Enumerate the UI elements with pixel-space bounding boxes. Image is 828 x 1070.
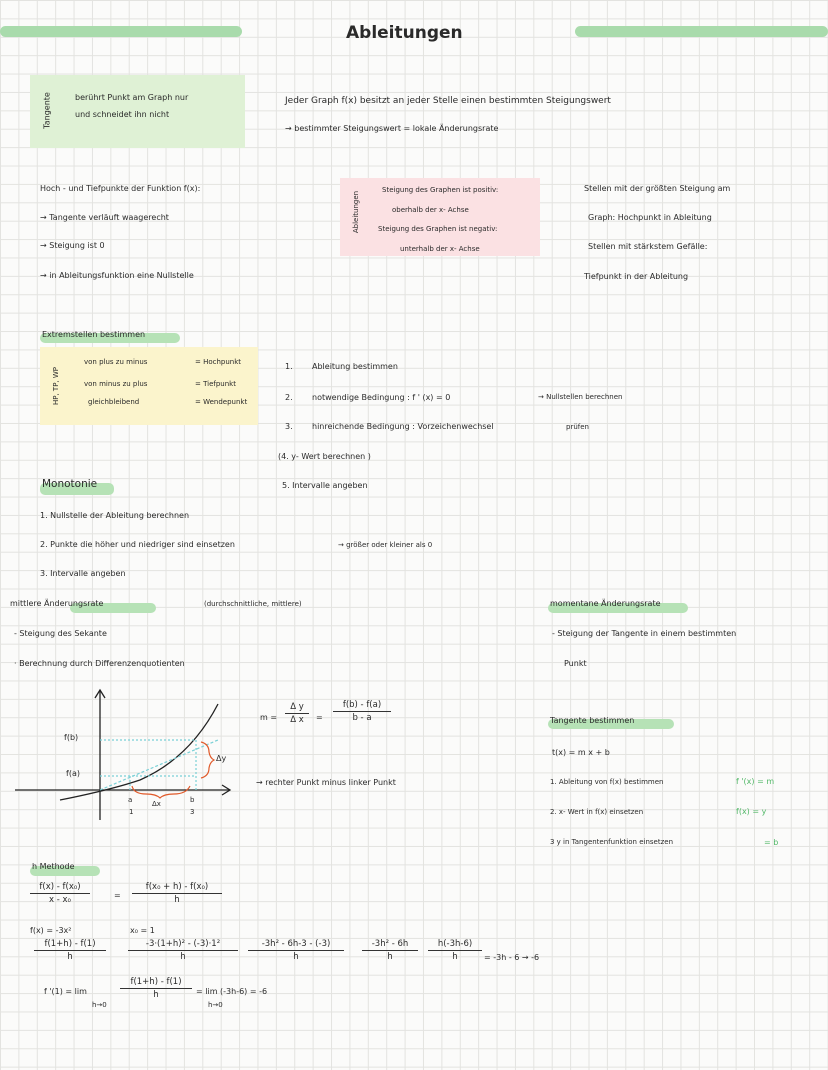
tangente-step-3: 3 y in Tangentenfunktion einsetzen — [550, 838, 673, 846]
momentane-line-2: Punkt — [564, 659, 587, 668]
hmethode-title: h Methode — [32, 862, 75, 871]
m-eq: = — [316, 713, 323, 722]
step-5: 5. Intervalle angeben — [282, 481, 368, 490]
stellen-line-4: Tiefpunkt in der Ableitung — [584, 272, 689, 281]
hochtief-line-2: → Steigung ist 0 — [40, 241, 105, 250]
hmethode-frac-d — [362, 939, 418, 962]
graph-dx: Δx — [152, 800, 161, 808]
graph-one: 1 — [129, 808, 134, 816]
m-delta-frac — [285, 702, 309, 725]
hmethode-fx: f(x) = -3x² — [30, 926, 72, 935]
secant-line — [100, 740, 218, 790]
hmethode-c-n: -3h² - 6h-3 - (-3) — [248, 939, 344, 951]
extremstellen-row-2b: = Tiefpunkt — [195, 380, 236, 388]
hochtief-title: Hoch - und Tiefpunkte der Funktion f(x): — [40, 184, 201, 193]
extremstellen-row-1a: von plus zu minus — [84, 358, 148, 366]
tangente-formula: t(x) = m x + b — [552, 748, 610, 757]
hmethode-lim2: = lim (-3h-6) = -6 — [196, 987, 268, 996]
monotonie-line-2: 2. Punkte die höher und niedriger sind einsetzen — [40, 540, 235, 549]
function-curve — [60, 704, 218, 800]
hochtief-line-3: → in Ableitungsfunktion eine Nullstelle — [40, 271, 194, 280]
momentane-line-1: - Steigung der Tangente in einem bestimmten — [552, 629, 737, 638]
hmethode-lim-n: f(1+h) - f(1) — [120, 977, 192, 989]
step-3-note: prüfen — [566, 423, 589, 431]
intro-line-2: → bestimmter Steigungswert = lokale Änderungsrate — [285, 124, 499, 133]
hmethode-lim-label: f '(1) = lim — [44, 987, 87, 996]
ableitungen-line-1: Steigung des Graphen ist positiv: — [382, 186, 499, 194]
hmethode-frac-a — [34, 939, 106, 962]
m-value-frac — [333, 700, 391, 723]
extremstellen-row-1b: = Hochpunkt — [195, 358, 242, 366]
mittlere-note: (durchschnittliche, mittlere) — [204, 600, 302, 608]
ableitungen-line-3: Steigung des Graphen ist negativ: — [378, 225, 498, 233]
tangente-step-1-result: f '(x) = m — [736, 777, 775, 786]
m-den: b - a — [352, 713, 372, 723]
tangente-bestimmen-title: Tangente bestimmen — [550, 716, 635, 725]
graph-dy: Δy — [216, 754, 227, 763]
hmethode-e-d: h — [452, 952, 458, 962]
hmethode-b-n: -3·(1+h)² - (-3)·1² — [128, 939, 238, 951]
hmethode-n1: f(x) - f(x₀) — [30, 882, 90, 894]
tangente-step-2: 2. x- Wert in f(x) einsetzen — [550, 808, 644, 816]
dy-brace — [201, 742, 214, 778]
tangente-step-3-result: = b — [764, 838, 779, 847]
hmethode-lim2-sub: h→0 — [208, 1001, 223, 1009]
extremstellen-row-3b: = Wendepunkt — [195, 398, 248, 406]
graph-fa: f(a) — [66, 769, 80, 778]
m-num: f(b) - f(a) — [333, 700, 391, 712]
m-label: m = — [260, 713, 278, 722]
hmethode-frac-b — [128, 939, 238, 962]
hmethode-e-n: h(-3h-6) — [428, 939, 482, 951]
monotonie-line-1: 1. Nullstelle der Ableitung berechnen — [40, 511, 190, 520]
hmethode-a-d: h — [67, 952, 73, 962]
graph-a: a — [128, 796, 133, 804]
graph-fb: f(b) — [64, 733, 79, 742]
hmethode-n2: f(x₀ + h) - f(x₀) — [132, 882, 222, 894]
stellen-line-1: Stellen mit der größten Steigung am — [584, 184, 731, 193]
monotonie-title: Monotonie — [42, 478, 98, 490]
step-2-note: → Nullstellen berechnen — [538, 393, 623, 401]
tangente-step-2-result: f(x) = y — [736, 807, 767, 816]
tangente-line-2: und schneidet ihn nicht — [75, 110, 170, 119]
extremstellen-box-label: HP, TP, WP — [52, 366, 60, 406]
extremstellen-title: Extremstellen bestimmen — [42, 330, 146, 339]
hmethode-d2: h — [174, 895, 180, 905]
hmethode-frac-1 — [30, 882, 90, 905]
hmethode-result: = -3h - 6 → -6 — [484, 953, 540, 962]
hmethode-c-d: h — [293, 952, 299, 962]
hmethode-x0: x₀ = 1 — [130, 926, 155, 935]
monotonie-line-2-note: → größer oder kleiner als 0 — [338, 541, 433, 549]
stellen-line-3: Stellen mit stärkstem Gefälle: — [588, 242, 708, 251]
step-1-num: 1. — [285, 362, 293, 371]
extremstellen-row-3a: gleichbleibend — [88, 398, 140, 406]
hmethode-eq: = — [114, 891, 121, 900]
hmethode-d-n: -3h² - 6h — [362, 939, 418, 951]
hmethode-lim-sub: h→0 — [92, 1001, 107, 1009]
ableitungen-line-4: unterhalb der x- Achse — [400, 245, 480, 253]
ableitungen-line-2: oberhalb der x- Achse — [392, 206, 469, 214]
mittlere-title: mittlere Änderungsrate — [10, 599, 104, 608]
hmethode-lim-d: h — [153, 990, 159, 1000]
dx-brace — [132, 786, 190, 798]
m-note: → rechter Punkt minus linker Punkt — [256, 778, 396, 787]
stellen-line-2: Graph: Hochpunkt in Ableitung — [588, 213, 712, 222]
hmethode-d-d: h — [387, 952, 393, 962]
step-3: hinreichende Bedingung : Vorzeichenwechsel — [312, 422, 494, 431]
mittlere-line-2: · Berechnung durch Differenzenquotienten — [14, 659, 185, 668]
hmethode-lim-frac — [120, 977, 192, 1000]
extremstellen-row-2a: von minus zu plus — [84, 380, 148, 388]
graph-three: 3 — [190, 808, 195, 816]
tangente-step-1: 1. Ableitung von f(x) bestimmen — [550, 778, 664, 786]
mittlere-line-1: - Steigung des Sekante — [14, 629, 107, 638]
step-3-num: 3. — [285, 422, 293, 431]
m-dx: Δ x — [290, 715, 304, 725]
step-2-num: 2. — [285, 393, 293, 402]
hmethode-frac-e — [428, 939, 482, 962]
graph-b: b — [190, 796, 195, 804]
momentane-title: momentane Änderungsrate — [550, 599, 661, 608]
tangente-box-label: Tangente — [42, 92, 52, 129]
hmethode-b-d: h — [180, 952, 186, 962]
step-1: Ableitung bestimmen — [312, 362, 398, 371]
hmethode-a-n: f(1+h) - f(1) — [34, 939, 106, 951]
hmethode-frac-c — [248, 939, 344, 962]
step-4: (4. y- Wert berechnen ) — [278, 452, 371, 461]
step-2: notwendige Bedingung : f ' (x) = 0 — [312, 393, 451, 402]
m-dy: Δ y — [285, 702, 309, 714]
ableitungen-box-label: Ableitungen — [352, 190, 360, 234]
monotonie-line-3: 3. Intervalle angeben — [40, 569, 126, 578]
hmethode-frac-2 — [132, 882, 222, 905]
tangente-line-1: berührt Punkt am Graph nur — [75, 93, 189, 102]
page-title: Ableitungen — [346, 23, 463, 43]
hochtief-line-1: → Tangente verläuft waagerecht — [40, 213, 169, 222]
hmethode-d1: x - x₀ — [49, 895, 71, 905]
intro-line-1: Jeder Graph f(x) besitzt an jeder Stelle einen bestimmten Steigungswert — [285, 96, 611, 106]
